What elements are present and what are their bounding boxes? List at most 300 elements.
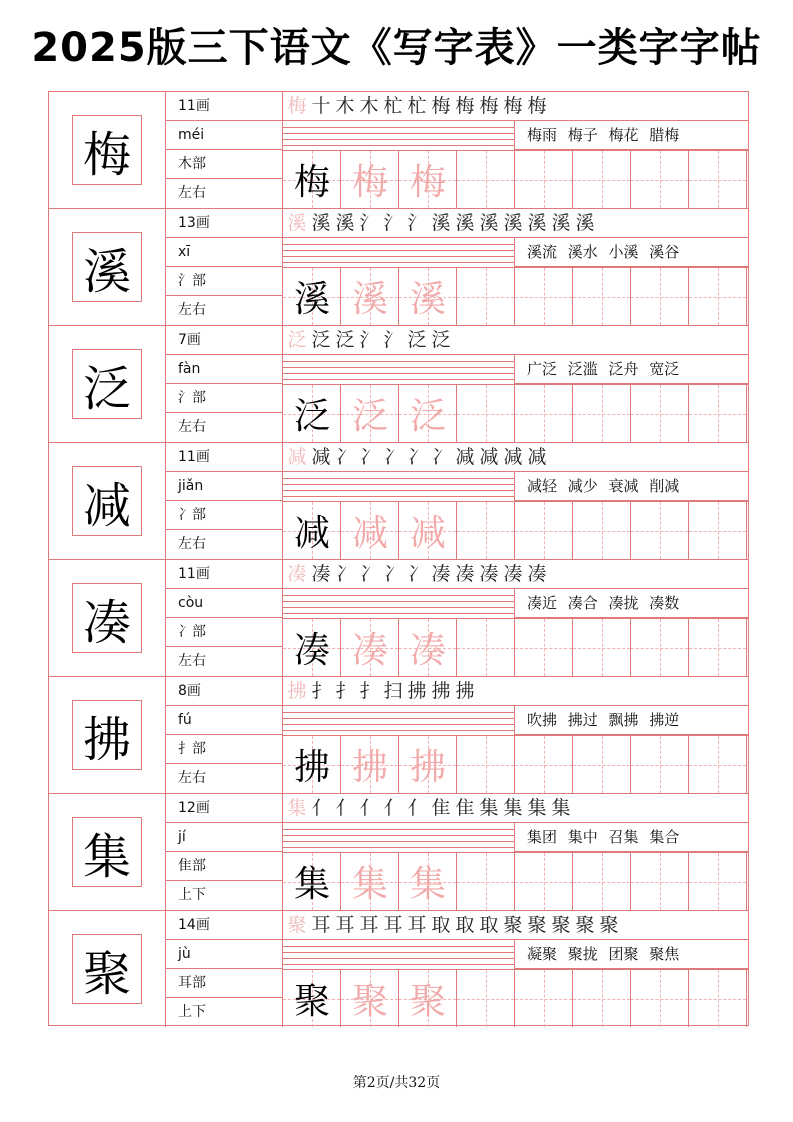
grid-cell[interactable] — [573, 970, 631, 1027]
stroke-step: 梅 — [431, 95, 451, 117]
grid-cell[interactable] — [457, 619, 515, 676]
pinyin: còu — [166, 589, 282, 618]
stroke-count: 14画 — [166, 911, 282, 940]
character-block — [49, 794, 748, 911]
grid-cell[interactable] — [573, 619, 631, 676]
practice-area — [283, 326, 748, 442]
grid-cell[interactable] — [341, 502, 399, 559]
main-character: 梅 — [72, 115, 142, 185]
main-character: 集 — [72, 817, 142, 887]
stroke-step: 溪 — [575, 212, 595, 234]
stroke-step: 聚 — [551, 914, 571, 936]
main-character-cell — [49, 209, 166, 325]
stroke-step: 凑 — [503, 563, 523, 585]
stroke-step: 集 — [527, 797, 547, 819]
stroke-step: 拂 — [287, 680, 307, 702]
grid-cell[interactable] — [399, 970, 457, 1027]
stroke-step: 聚 — [287, 914, 307, 936]
pinyin-guide-line — [283, 127, 515, 128]
stroke-step: 冫 — [407, 563, 427, 585]
pinyin-guide-line — [283, 244, 515, 245]
stroke-step: 溪 — [311, 212, 331, 234]
stroke-step: 扌 — [335, 680, 355, 702]
pinyin-guide-line — [283, 841, 515, 842]
word-list: 溪流 溪水 小溪 溪谷 — [515, 238, 748, 267]
character-info — [166, 326, 283, 442]
stroke-step: 减 — [455, 446, 475, 468]
stroke-count: 11画 — [166, 92, 282, 121]
grid-cell[interactable] — [515, 619, 573, 676]
character-info — [166, 560, 283, 676]
grid-cell[interactable] — [283, 970, 341, 1027]
pinyin-guide-line — [283, 613, 515, 614]
stroke-order-row — [283, 794, 748, 823]
stroke-order-row — [283, 560, 748, 589]
pinyin-lines — [283, 355, 515, 384]
stroke-step: 集 — [503, 797, 523, 819]
stroke-step: 十 — [311, 95, 331, 117]
stroke-step: 耳 — [335, 914, 355, 936]
stroke-step: 冫 — [335, 563, 355, 585]
stroke-step: 减 — [479, 446, 499, 468]
stroke-step: 梅 — [287, 95, 307, 117]
grid-cell[interactable] — [341, 736, 399, 793]
pinyin-lines — [283, 472, 515, 501]
stroke-step: 冫 — [431, 446, 451, 468]
stroke-step: 隹 — [455, 797, 475, 819]
pinyin: jí — [166, 823, 282, 852]
stroke-step: 减 — [503, 446, 523, 468]
stroke-step: 集 — [287, 797, 307, 819]
main-character-cell — [49, 794, 166, 910]
grid-cell[interactable] — [341, 385, 399, 442]
grid-cell[interactable] — [399, 385, 457, 442]
stroke-step: 扌 — [359, 680, 379, 702]
character-info — [166, 677, 283, 793]
trace-character: 减 — [409, 513, 446, 554]
stroke-step: 凑 — [287, 563, 307, 585]
grid-cell[interactable] — [341, 619, 399, 676]
pinyin: fàn — [166, 355, 282, 384]
stroke-count: 8画 — [166, 677, 282, 706]
grid-cell[interactable] — [631, 151, 689, 208]
structure: 左右 — [178, 536, 206, 552]
grid-cell[interactable] — [689, 502, 747, 559]
stroke-step: 泛 — [335, 329, 355, 351]
trace-character: 泛 — [409, 396, 446, 437]
stroke-step: 冫 — [359, 446, 379, 468]
stroke-step: 梅 — [479, 95, 499, 117]
main-character: 减 — [72, 466, 142, 536]
pinyin-guide-line — [283, 835, 515, 836]
stroke-step: 减 — [527, 446, 547, 468]
grid-cell[interactable] — [515, 970, 573, 1027]
pinyin-guide-line — [283, 607, 515, 608]
main-character-cell — [49, 326, 166, 442]
stroke-step: 亻 — [359, 797, 379, 819]
writing-grid — [283, 852, 748, 910]
stroke-step: 梅 — [527, 95, 547, 117]
grid-cell[interactable] — [341, 970, 399, 1027]
structure: 上下 — [178, 887, 206, 903]
stroke-step: 溪 — [287, 212, 307, 234]
trace-character: 减 — [351, 513, 388, 554]
grid-cell[interactable] — [689, 268, 747, 325]
model-character: 梅 — [293, 162, 330, 203]
stroke-step: 耳 — [383, 914, 403, 936]
trace-character: 集 — [351, 864, 388, 905]
stroke-step: 亻 — [407, 797, 427, 819]
character-info — [166, 443, 283, 559]
writing-grid — [283, 150, 748, 208]
grid-cell[interactable] — [631, 385, 689, 442]
stroke-step: 减 — [287, 446, 307, 468]
model-character: 拂 — [293, 747, 330, 788]
pinyin-guide-line — [283, 133, 515, 134]
structure: 左右 — [178, 419, 206, 435]
stroke-count: 12画 — [166, 794, 282, 823]
pinyin-guide-line — [283, 730, 515, 731]
model-character: 聚 — [293, 981, 330, 1022]
grid-cell[interactable] — [631, 736, 689, 793]
stroke-step: 集 — [551, 797, 571, 819]
main-character: 拂 — [72, 700, 142, 770]
stroke-step: 冫 — [407, 446, 427, 468]
grid-cell[interactable] — [457, 502, 515, 559]
stroke-step: 扌 — [311, 680, 331, 702]
grid-cell[interactable] — [283, 853, 341, 910]
grid-cell[interactable] — [515, 385, 573, 442]
grid-cell[interactable] — [573, 268, 631, 325]
pinyin-lines — [283, 940, 515, 969]
radical: 冫部 — [166, 618, 282, 647]
character-block — [49, 326, 748, 443]
stroke-step: 溪 — [527, 212, 547, 234]
grid-cell[interactable] — [515, 736, 573, 793]
grid-cell[interactable] — [283, 736, 341, 793]
grid-cell[interactable] — [283, 619, 341, 676]
pinyin-guide-line — [283, 496, 515, 497]
grid-cell[interactable] — [573, 853, 631, 910]
structure: 左右 — [178, 770, 206, 786]
main-character: 溪 — [72, 232, 142, 302]
stroke-step: 氵 — [407, 212, 427, 234]
pinyin-lines — [283, 706, 515, 735]
stroke-step: 溪 — [455, 212, 475, 234]
stroke-step: 木 — [359, 95, 379, 117]
writing-grid — [283, 969, 748, 1027]
stroke-step: 冫 — [383, 446, 403, 468]
grid-cell[interactable] — [515, 151, 573, 208]
stroke-step: 耳 — [311, 914, 331, 936]
stroke-count: 11画 — [166, 560, 282, 589]
character-block — [49, 560, 748, 677]
trace-character: 梅 — [351, 162, 388, 203]
grid-cell[interactable] — [283, 268, 341, 325]
writing-grid — [283, 501, 748, 559]
grid-cell[interactable] — [283, 385, 341, 442]
grid-cell[interactable] — [631, 268, 689, 325]
pinyin-guide-line — [283, 964, 515, 965]
trace-character: 拂 — [351, 747, 388, 788]
pinyin-guide-line — [283, 139, 515, 140]
grid-cell[interactable] — [689, 853, 747, 910]
practice-area — [283, 560, 748, 676]
stroke-order-row — [283, 911, 748, 940]
stroke-step: 聚 — [599, 914, 619, 936]
stroke-step: 拂 — [431, 680, 451, 702]
grid-cell[interactable] — [631, 502, 689, 559]
stroke-step: 聚 — [503, 914, 523, 936]
page-title: 2025版三下语文《写字表》一类字字帖 — [31, 25, 762, 71]
grid-cell[interactable] — [457, 385, 515, 442]
grid-cell[interactable] — [515, 853, 573, 910]
trace-character: 拂 — [409, 747, 446, 788]
practice-area — [283, 92, 748, 208]
stroke-step: 凑 — [527, 563, 547, 585]
trace-character: 集 — [409, 864, 446, 905]
stroke-step: 氵 — [383, 329, 403, 351]
stroke-count: 7画 — [166, 326, 282, 355]
stroke-step: 氵 — [383, 212, 403, 234]
structure: 左右 — [178, 185, 206, 201]
page-number: 第2页/共32页 — [352, 1075, 441, 1091]
character-block — [49, 209, 748, 326]
stroke-order-row — [283, 92, 748, 121]
grid-cell[interactable] — [341, 268, 399, 325]
character-info — [166, 92, 283, 208]
pinyin-guide-line — [283, 952, 515, 953]
word-list: 吹拂 拂过 飘拂 拂逆 — [515, 706, 748, 735]
pinyin-guide-line — [283, 490, 515, 491]
grid-cell[interactable] — [283, 151, 341, 208]
main-character-cell — [49, 560, 166, 676]
grid-cell[interactable] — [399, 736, 457, 793]
grid-cell[interactable] — [457, 151, 515, 208]
main-character-cell — [49, 677, 166, 793]
word-list: 集团 集中 召集 集合 — [515, 823, 748, 852]
trace-character: 梅 — [409, 162, 446, 203]
stroke-step: 冫 — [383, 563, 403, 585]
practice-area — [283, 209, 748, 325]
stroke-step: 亻 — [335, 797, 355, 819]
pinyin: xī — [166, 238, 282, 267]
main-character: 聚 — [72, 934, 142, 1004]
stroke-step: 凑 — [311, 563, 331, 585]
grid-cell[interactable] — [631, 853, 689, 910]
stroke-step: 木 — [335, 95, 355, 117]
stroke-step: 溪 — [479, 212, 499, 234]
grid-cell[interactable] — [573, 151, 631, 208]
pinyin-lines — [283, 121, 515, 150]
pinyin-guide-line — [283, 484, 515, 485]
stroke-order-row — [283, 677, 748, 706]
stroke-step: 取 — [431, 914, 451, 936]
stroke-step: 扫 — [383, 680, 403, 702]
grid-cell[interactable] — [631, 619, 689, 676]
grid-cell[interactable] — [631, 970, 689, 1027]
grid-cell[interactable] — [573, 736, 631, 793]
grid-cell[interactable] — [689, 970, 747, 1027]
stroke-step: 拂 — [455, 680, 475, 702]
structure: 左右 — [178, 302, 206, 318]
stroke-count: 13画 — [166, 209, 282, 238]
stroke-step: 亻 — [383, 797, 403, 819]
pinyin: jù — [166, 940, 282, 969]
character-block — [49, 911, 748, 1028]
radical: 耳部 — [166, 969, 282, 998]
pinyin-guide-line — [283, 373, 515, 374]
word-list: 凝聚 聚拢 团聚 聚焦 — [515, 940, 748, 969]
grid-cell[interactable] — [689, 736, 747, 793]
stroke-step: 取 — [455, 914, 475, 936]
trace-character: 溪 — [409, 279, 446, 320]
grid-cell[interactable] — [457, 853, 515, 910]
word-list: 减轻 减少 衰减 削减 — [515, 472, 748, 501]
stroke-step: 耳 — [407, 914, 427, 936]
pinyin-guide-line — [283, 379, 515, 380]
word-list: 广泛 泛滥 泛舟 宽泛 — [515, 355, 748, 384]
grid-cell[interactable] — [457, 268, 515, 325]
grid-cell[interactable] — [573, 385, 631, 442]
stroke-step: 隹 — [431, 797, 451, 819]
pinyin-guide-line — [283, 595, 515, 596]
stroke-step: 溪 — [551, 212, 571, 234]
grid-cell[interactable] — [341, 151, 399, 208]
radical: 扌部 — [166, 735, 282, 764]
model-character: 减 — [293, 513, 330, 554]
stroke-count: 11画 — [166, 443, 282, 472]
stroke-step: 集 — [479, 797, 499, 819]
stroke-step: 杧 — [407, 95, 427, 117]
writing-grid — [283, 384, 748, 442]
stroke-step: 泛 — [407, 329, 427, 351]
writing-grid — [283, 618, 748, 676]
pinyin-guide-line — [283, 724, 515, 725]
main-character: 泛 — [72, 349, 142, 419]
stroke-step: 溪 — [335, 212, 355, 234]
pinyin-guide-line — [283, 712, 515, 713]
grid-cell[interactable] — [457, 736, 515, 793]
stroke-step: 聚 — [527, 914, 547, 936]
stroke-step: 溪 — [503, 212, 523, 234]
stroke-step: 冫 — [335, 446, 355, 468]
stroke-step: 取 — [479, 914, 499, 936]
stroke-step: 梅 — [503, 95, 523, 117]
pinyin-guide-line — [283, 367, 515, 368]
grid-cell[interactable] — [689, 619, 747, 676]
grid-cell[interactable] — [399, 502, 457, 559]
grid-cell[interactable] — [457, 970, 515, 1027]
structure: 上下 — [178, 1004, 206, 1020]
writing-grid — [283, 267, 748, 325]
grid-cell[interactable] — [689, 151, 747, 208]
pinyin-guide-line — [283, 250, 515, 251]
pinyin-lines — [283, 238, 515, 267]
pinyin-guide-line — [283, 958, 515, 959]
trace-character: 聚 — [409, 981, 446, 1022]
pinyin-guide-line — [283, 256, 515, 257]
stroke-order-row — [283, 326, 748, 355]
stroke-step: 泛 — [311, 329, 331, 351]
pinyin-guide-line — [283, 601, 515, 602]
word-list: 凑近 凑合 凑拢 凑数 — [515, 589, 748, 618]
stroke-step: 凑 — [479, 563, 499, 585]
stroke-step: 耳 — [359, 914, 379, 936]
stroke-step: 减 — [311, 446, 331, 468]
practice-sheet — [48, 91, 749, 1026]
radical: 氵部 — [166, 267, 282, 296]
grid-cell[interactable] — [399, 853, 457, 910]
trace-character: 溪 — [351, 279, 388, 320]
pinyin-lines — [283, 823, 515, 852]
main-character-cell — [49, 443, 166, 559]
character-block — [49, 677, 748, 794]
pinyin-guide-line — [283, 361, 515, 362]
grid-cell[interactable] — [573, 502, 631, 559]
pinyin: méi — [166, 121, 282, 150]
model-character: 凑 — [293, 630, 330, 671]
stroke-step: 溪 — [431, 212, 451, 234]
stroke-step: 凑 — [431, 563, 451, 585]
grid-cell[interactable] — [689, 385, 747, 442]
radical: 木部 — [166, 150, 282, 179]
radical: 氵部 — [166, 384, 282, 413]
grid-cell[interactable] — [341, 853, 399, 910]
practice-area — [283, 794, 748, 910]
model-character: 泛 — [293, 396, 330, 437]
pinyin: fú — [166, 706, 282, 735]
stroke-step: 氵 — [359, 329, 379, 351]
radical: 隹部 — [166, 852, 282, 881]
stroke-step: 冫 — [359, 563, 379, 585]
stroke-step: 拂 — [407, 680, 427, 702]
stroke-step: 泛 — [431, 329, 451, 351]
pinyin-guide-line — [283, 262, 515, 263]
pinyin-guide-line — [283, 718, 515, 719]
structure: 左右 — [178, 653, 206, 669]
character-info — [166, 911, 283, 1027]
practice-area — [283, 443, 748, 559]
model-character: 溪 — [293, 279, 330, 320]
character-info — [166, 794, 283, 910]
grid-cell[interactable] — [399, 619, 457, 676]
grid-cell[interactable] — [515, 502, 573, 559]
stroke-step: 梅 — [455, 95, 475, 117]
pinyin-lines — [283, 589, 515, 618]
stroke-step: 泛 — [287, 329, 307, 351]
grid-cell[interactable] — [399, 151, 457, 208]
stroke-order-row — [283, 209, 748, 238]
stroke-step: 杧 — [383, 95, 403, 117]
trace-character: 聚 — [351, 981, 388, 1022]
grid-cell[interactable] — [283, 502, 341, 559]
stroke-step: 凑 — [455, 563, 475, 585]
character-block — [49, 92, 748, 209]
radical: 冫部 — [166, 501, 282, 530]
character-block — [49, 443, 748, 560]
pinyin-guide-line — [283, 145, 515, 146]
main-character-cell — [49, 92, 166, 208]
stroke-step: 氵 — [359, 212, 379, 234]
grid-cell[interactable] — [399, 268, 457, 325]
trace-character: 泛 — [351, 396, 388, 437]
grid-cell[interactable] — [515, 268, 573, 325]
main-character: 凑 — [72, 583, 142, 653]
pinyin-guide-line — [283, 829, 515, 830]
character-info — [166, 209, 283, 325]
main-character-cell — [49, 911, 166, 1027]
